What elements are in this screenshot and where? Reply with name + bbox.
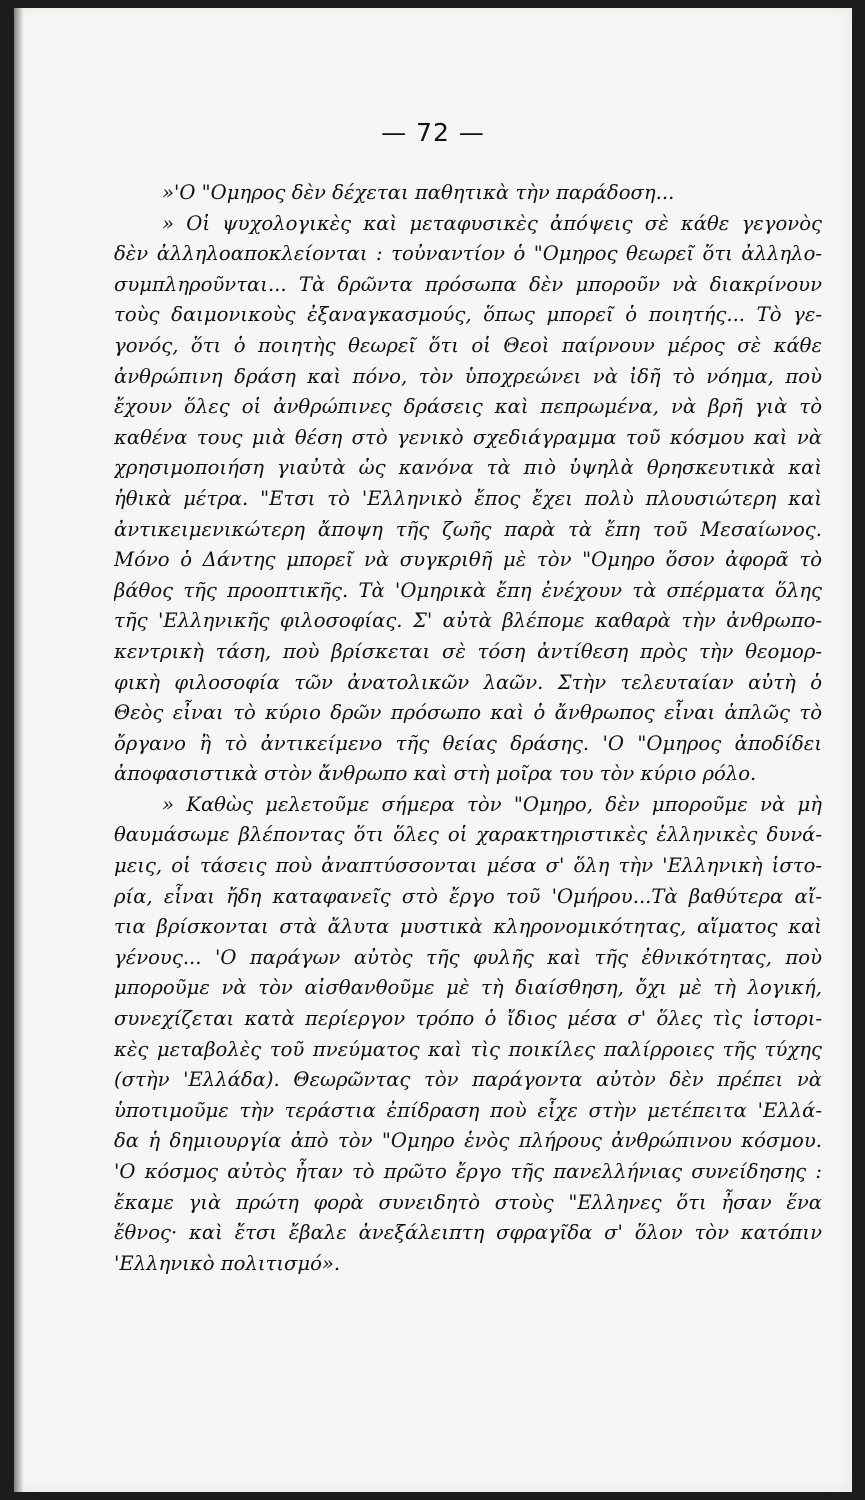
text-line: συνεχίζεται κατὰ περίεργον τρόπο ὁ ἴδιος μέσα σ' ὅλες τὶς ἱστορι- — [114, 1007, 822, 1031]
text-line: φικὴ φιλοσοφία τῶν ἀνατολικῶν λαῶν. Στὴν τελευταίαν αὐτὴ ὁ — [114, 670, 822, 694]
text-line: »'Ο "Ομηρος δὲν δέχεται παθητικὰ τὴν παράδοση... — [162, 181, 675, 204]
text-line: μποροῦμε νὰ τὸν αἰσθανθοῦμε μὲ τὴ διαίσθηση, ὄχι μὲ τὴ λογική, — [114, 976, 822, 1000]
text-line: (στὴν 'Ελλάδα). Θεωρῶντας τὸν παράγοντα αὐτὸν δὲν πρέπει νὰ — [114, 1068, 822, 1092]
body-text — [114, 178, 822, 1279]
text-line: ἔκαμε γιὰ πρώτη φορὰ συνειδητὸ στοὺς "Ελληνες ὅτι ἦσαν ἕνα — [114, 1190, 822, 1214]
text-line: καθένα τους μιὰ θέση στὸ γενικὸ σχεδιάγραμμα τοῦ κόσμου καὶ νὰ — [114, 425, 822, 449]
text-line: βάθος τῆς προοπτικῆς. Τὰ 'Ομηρικὰ ἔπη ἐνέχουν τὰ σπέρματα ὅλης — [114, 578, 822, 602]
text-line: θαυμάσωμε βλέποντας ὅτι ὅλες οἱ χαρακτηριστικὲς ἑλληνικὲς δυνά- — [114, 823, 822, 847]
text-line: κὲς μεταβολὲς τοῦ πνεύματος καὶ τὶς ποικίλες παλίρροιες τῆς τύχης — [114, 1037, 822, 1061]
text-line: ἀποφασιστικὰ στὸν ἄνθρωπο καὶ στὴ μοῖρα του τὸν κύριο ρόλο. — [114, 762, 757, 786]
text-line: 'Ελληνικὸ πολιτισμό». — [114, 1251, 341, 1275]
text-line: ἠθικὰ μέτρα. "Ετσι τὸ 'Ελληνικὸ ἔπος ἔχει πολὺ πλουσιώτερη καὶ — [114, 486, 822, 510]
text-line: 'Ο κόσμος αὐτὸς ἦταν τὸ πρῶτο ἔργο τῆς πανελλήνιας συνείδησης : — [114, 1160, 822, 1183]
text-line: τοὺς δαιμονικοὺς ἐξαναγκασμούς, ὅπως μπορεῖ ὁ ποιητής... Τὸ γε- — [114, 303, 822, 327]
page-number: — 72 — — [381, 118, 485, 147]
text-line: ρία, εἶναι ἤδη καταφανεῖς στὸ ἔργο τοῦ 'Ομήρου...Τὰ βαθύτερα αἴ- — [114, 884, 822, 908]
text-line: ὑποτιμοῦμε τὴν τεράστια ἐπίδραση ποὺ εἶχε στὴν μετέπειτα 'Ελλά- — [114, 1098, 822, 1122]
text-line: γονός, ὅτι ὁ ποιητὴς θεωρεῖ ὅτι οἱ Θεοὶ παίρνουν μέρος σὲ κάθε — [114, 333, 822, 357]
text-line: Θεὸς εἶναι τὸ κύριο δρῶν πρόσωπο καὶ ὁ ἄνθρωπος εἶναι ἁπλῶς τὸ — [114, 701, 822, 725]
text-line: ἀντικειμενικώτερη ἄποψη τῆς ζωῆς παρὰ τὰ ἔπη τοῦ Μεσαίωνος. — [114, 517, 822, 541]
text-line: τια βρίσκονται στὰ ἄλυτα μυστικὰ κληρονομικότητας, αἵματος καὶ — [114, 915, 822, 939]
text-line: συμπληροῦνται... Τὰ δρῶντα πρόσωπα δὲν μποροῦν νὰ διακρίνουν — [114, 272, 822, 296]
book-page — [14, 8, 852, 1492]
text-line: ἔθνος· καὶ ἔτσι ἔβαλε ἀνεξάλειπτη σφραγῖδα σ' ὅλον τὸν κατόπιν — [114, 1221, 822, 1245]
text-line: δὲν ἀλληλοαποκλείονται : τοὐναντίον ὁ "Ομηρος θεωρεῖ ὅτι ἀλληλο- — [114, 242, 822, 266]
text-line: ἔχουν ὅλες οἱ ἀνθρώπινες δράσεις καὶ πεπρωμένα, νὰ βρῆ γιὰ τὸ — [114, 395, 822, 419]
text-line: ὄργανο ἢ τὸ ἀντικείμενο τῆς θείας δράσης. 'Ο "Ομηρος ἀποδίδει — [114, 731, 822, 755]
text-line: κεντρικὴ τάση, ποὺ βρίσκεται σὲ τόση ἀντίθεση πρὸς τὴν θεομορ- — [114, 639, 822, 663]
text-line: τῆς 'Ελληνικῆς φιλοσοφίας. Σ' αὐτὰ βλέπομε καθαρὰ τὴν ἀνθρωπο- — [114, 609, 822, 633]
text-line: Μόνο ὁ Δάντης μπορεῖ νὰ συγκριθῆ μὲ τὸν "Ομηρο ὅσον ἀφορᾶ τὸ — [114, 548, 822, 572]
text-line: δα ἡ δημιουργία ἀπὸ τὸν "Ομηρο ἑνὸς πλήρους ἀνθρώπινου κόσμου. — [114, 1129, 822, 1153]
text-line: ἀνθρώπινη δράση καὶ πόνο, τὸν ὑποχρεώνει νὰ ἰδῆ τὸ νόημα, ποὺ — [114, 364, 822, 388]
text-line: γένους... 'Ο παράγων αὐτὸς τῆς φυλῆς καὶ τῆς ἐθνικότητας, ποὺ — [114, 945, 822, 969]
text-line: » Καθὼς μελετοῦμε σήμερα τὸν "Ομηρο, δὲν μποροῦμε νὰ μὴ — [162, 792, 822, 816]
text-line: μεις, οἱ τάσεις ποὺ ἀναπτύσσονται μέσα σ' ὅλη τὴν 'Ελληνικὴ ἱστο- — [114, 854, 822, 878]
text-line: χρησιμοποιήση γιαὐτὰ ὡς κανόνα τὰ πιὸ ὑψηλὰ θρησκευτικὰ καὶ — [114, 456, 822, 480]
text-line: » Οἱ ψυχολογικὲς καὶ μεταφυσικὲς ἀπόψεις σὲ κάθε γεγονὸς — [162, 211, 822, 235]
